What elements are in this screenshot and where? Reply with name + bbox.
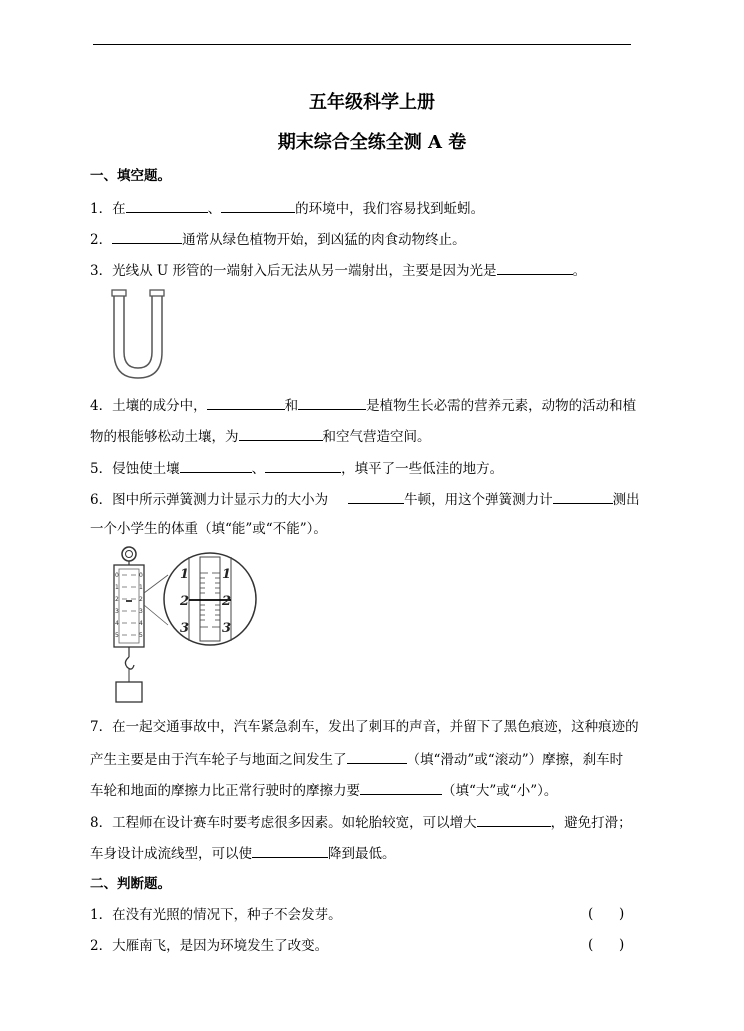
question-6-cont: 一个小学生的体重（填“能”或“不能”）。 [90, 521, 327, 537]
answer-blank[interactable] [497, 260, 573, 275]
scale-hook [125, 657, 134, 669]
page-subtitle: 期末综合全练全测 A 卷 [277, 132, 467, 153]
question-3: 3．光线从 U 形管的一端射入后无法从另一端射出，主要是因为光是 。 [90, 260, 586, 280]
answer-blank[interactable] [347, 749, 407, 764]
question-1: 1．在 、 的环境中，我们容易找到蚯蚓。 [90, 198, 484, 218]
scale-label: 3 [139, 608, 143, 615]
scale-label: 0 [115, 572, 119, 579]
scale-label: 5 [115, 632, 119, 639]
question-5: 5．侵蚀使土壤 、 ，填平了一些低洼的地方。 [90, 458, 503, 478]
hanging-weight [116, 682, 142, 702]
u-tube-inner [124, 296, 152, 368]
zoom-label: 3 [180, 621, 190, 636]
answer-blank[interactable] [112, 229, 182, 244]
scale-small-ticks [122, 575, 136, 635]
scale-label: 2 [115, 596, 119, 603]
header-rule [93, 44, 631, 45]
judge-question-2: 2．大雁南飞，是因为环境发生了改变。 [90, 938, 329, 954]
question-4-cont: 物的根能够松动土壤，为 和空气营造空间。 [90, 426, 431, 446]
scale-label: 1 [115, 584, 119, 591]
answer-blank[interactable] [348, 489, 404, 504]
judge-question-1: 1．在没有光照的情况下，种子不会发芽。 [90, 907, 342, 923]
judge-answer-box[interactable]: ( ) [588, 906, 625, 922]
page-title: 五年级科学上册 [309, 92, 435, 113]
u-tube-outer [114, 296, 162, 378]
u-tube-right-cap [150, 290, 164, 296]
question-8: 8．工程师在设计赛车时要考虑很多因素。如轮胎较宽，可以增大 ，避免打滑； [90, 812, 632, 832]
scale-label: 5 [139, 632, 143, 639]
answer-blank[interactable] [360, 780, 442, 795]
answer-blank[interactable] [221, 198, 295, 213]
scale-label: 2 [139, 596, 143, 603]
question-6: 6．图中所示弹簧测力计显示力的大小为 牛顿，用这个弹簧测力计 测出 [90, 489, 640, 509]
answer-blank[interactable] [180, 458, 252, 473]
answer-blank[interactable] [252, 843, 328, 858]
answer-blank[interactable] [126, 198, 208, 213]
zoom-label: 3 [222, 621, 232, 636]
scale-label: 1 [139, 584, 143, 591]
scale-label: 3 [115, 608, 119, 615]
zoom-label: 2 [222, 594, 232, 609]
question-7-cont2: 车轮和地面的摩擦力比正常行驶时的摩擦力要 （填“大”或“小”）。 [90, 780, 557, 800]
section2-heading: 二、判断题。 [90, 876, 171, 892]
answer-blank[interactable] [298, 395, 366, 410]
answer-blank[interactable] [239, 426, 323, 441]
question-2: 2． 通常从绿色植物开始，到凶猛的肉食动物终止。 [90, 229, 466, 249]
answer-blank[interactable] [207, 395, 285, 410]
judge-answer-box[interactable]: ( ) [588, 937, 625, 953]
zoom-label: 1 [180, 567, 190, 582]
zoom-label: 2 [180, 594, 190, 609]
scale-label: 4 [139, 620, 143, 627]
scale-top-ring [122, 547, 136, 561]
scale-label: 4 [115, 620, 119, 627]
answer-blank[interactable] [553, 489, 613, 504]
question-8-cont: 车身设计成流线型，可以使 降到最低。 [90, 843, 396, 863]
scale-label: 0 [139, 572, 143, 579]
section1-heading: 一、填空题。 [90, 168, 171, 184]
answer-blank[interactable] [265, 458, 341, 473]
u-tube-left-cap [112, 290, 126, 296]
u-tube-figure [110, 288, 168, 382]
zoom-circle [164, 553, 256, 645]
question-7-cont: 产生主要是由于汽车轮子与地面之间发生了 （填“滑动”或“滚动”）摩擦，刹车时 [90, 749, 623, 769]
zoom-label: 1 [222, 567, 232, 582]
spring-scale-figure [108, 545, 258, 707]
question-4: 4．土壤的成分中， 和 是植物生长必需的营养元素，动物的活动和植 [90, 395, 636, 415]
question-7: 7．在一起交通事故中，汽车紧急刹车，发出了刺耳的声音，并留下了黑色痕迹，这种痕迹的 [90, 719, 639, 735]
answer-blank[interactable] [477, 812, 551, 827]
